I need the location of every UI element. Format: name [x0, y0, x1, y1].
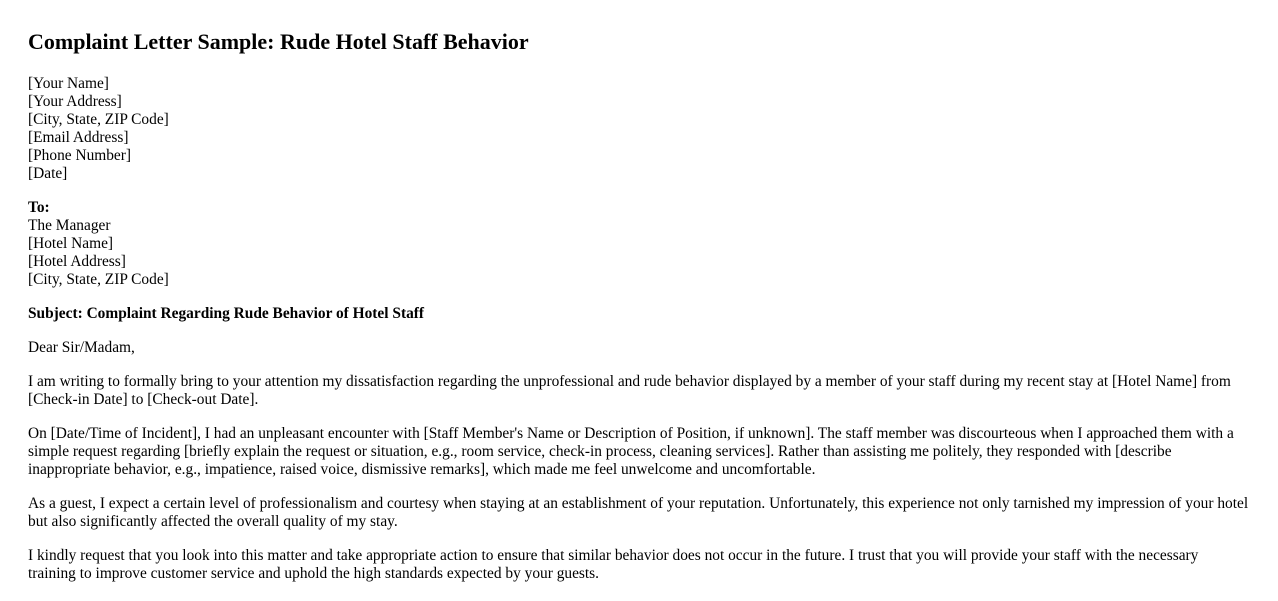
paragraph-3: As a guest, I expect a certain level of professionalism and courtesy when staying at an establishment of your reputation. Unfortunately, this experience not only tarnished my impression of your hotel but also significantly affected the overall quality of my stay.: [28, 495, 1249, 530]
recipient-title: The Manager: [28, 217, 111, 234]
salutation-text: Dear Sir/Madam,: [28, 339, 135, 356]
sender-city-state-zip: [City, State, ZIP Code]: [28, 111, 169, 128]
sender-address: [Your Address]: [28, 93, 122, 110]
sender-email: [Email Address]: [28, 129, 129, 146]
paragraph-2: On [Date/Time of Incident], I had an unpleasant encounter with [Staff Member's Name or Description of Position, if unknown]. The staff member was discourteous when I approached them with a simple request regarding [briefly explain the request or situation, e.g., room service, check-in process, cleaning services]. Rather than assisting me politely, they responded with [describe inappropriate behavior, e.g., impatience, raised voice, dismissive remarks], which made me feel unwelcome and uncomfortable.: [28, 425, 1234, 478]
sender-date: [Date]: [28, 165, 68, 182]
sender-block: [28, 75, 1250, 183]
salutation: [28, 339, 1250, 357]
recipient-hotel-name: [Hotel Name]: [28, 235, 114, 252]
sender-phone: [Phone Number]: [28, 147, 132, 164]
to-label: To:: [28, 199, 50, 216]
recipient-hotel-address: [Hotel Address]: [28, 253, 126, 270]
recipient-city-state-zip: [City, State, ZIP Code]: [28, 271, 169, 288]
sender-name: [Your Name]: [28, 75, 109, 92]
paragraph-1: I am writing to formally bring to your attention my dissatisfaction regarding the unprofessional and rude behavior displayed by a member of your staff during my recent stay at [Hotel Name] from [Check-in Date] to [Check-out Date].: [28, 373, 1231, 408]
subject-line: [28, 305, 1250, 323]
paragraph-4: I kindly request that you look into this matter and take appropriate action to ensure that similar behavior does not occur in the future. I trust that you will provide your staff with the necessary training to improve customer service and uphold the high standards expected by your guests.: [28, 547, 1199, 582]
subject-text: Subject: Complaint Regarding Rude Behavior of Hotel Staff: [28, 305, 425, 322]
page-title: Complaint Letter Sample: Rude Hotel Staff Behavior: [28, 29, 529, 54]
recipient-block: [28, 199, 1250, 289]
